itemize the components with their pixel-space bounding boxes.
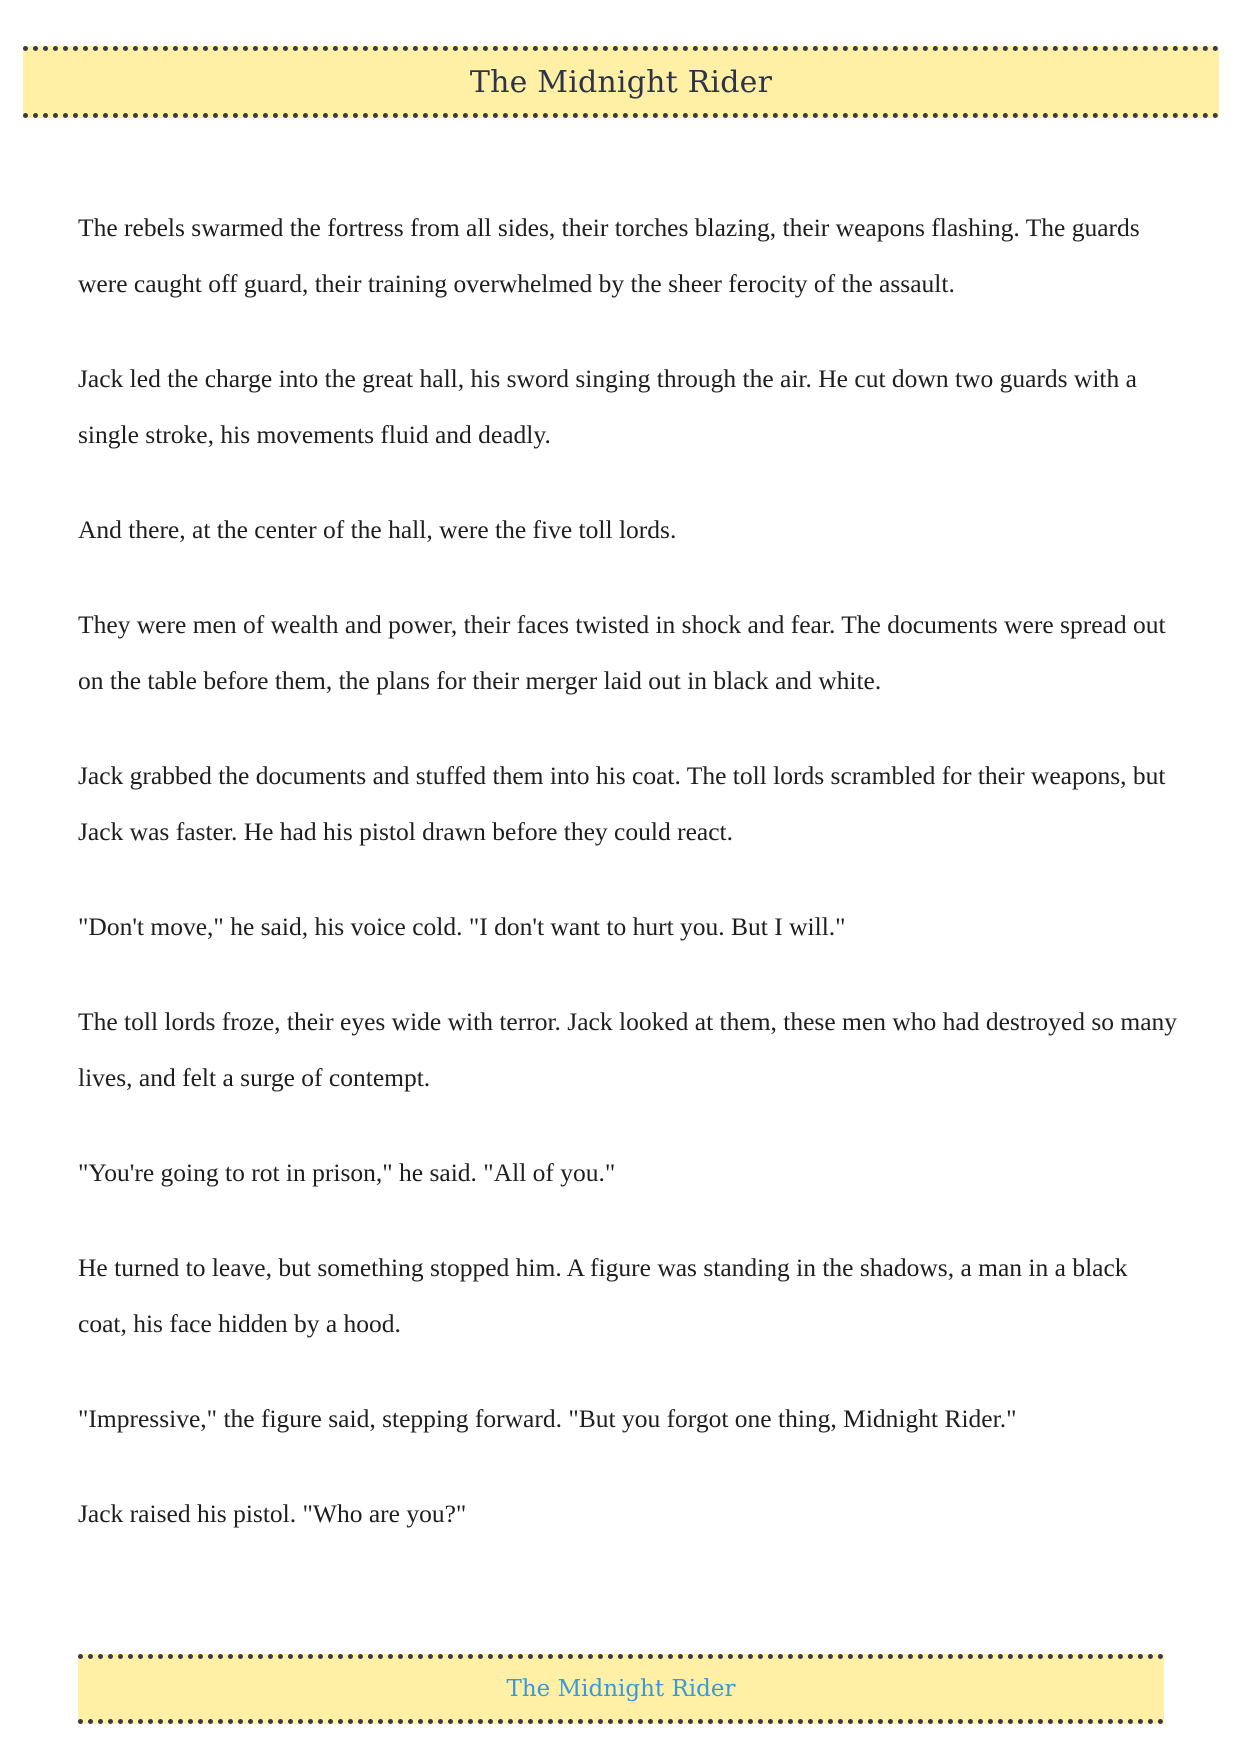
story-paragraph: And there, at the center of the hall, were the five toll lords.: [78, 515, 677, 544]
footer-title: The Midnight Rider: [506, 1676, 736, 1702]
page-header: [23, 46, 1219, 118]
story-body: [78, 200, 1178, 1581]
story-paragraph: "You're going to rot in prison," he said. "All of you.": [78, 1158, 616, 1187]
story-paragraph: Jack led the charge into the great hall, his sword singing through the air. He cut down two guards with a single stroke, his movements fluid and deadly.: [78, 364, 1137, 449]
story-paragraph: "Don't move," he said, his voice cold. "I don't want to hurt you. But I will.": [78, 912, 846, 941]
story-paragraph: Jack raised his pistol. "Who are you?": [78, 1499, 467, 1528]
story-paragraph: He turned to leave, but something stopped him. A figure was standing in the shadows, a man in a black coat, his face hidden by a hood.: [78, 1253, 1128, 1338]
story-paragraph: Jack grabbed the documents and stuffed them into his coat. The toll lords scrambled for their weapons, but Jack was faster. He had his pistol drawn before they could react.: [78, 761, 1166, 846]
page-footer: [78, 1654, 1164, 1724]
story-paragraph: They were men of wealth and power, their faces twisted in shock and fear. The documents were spread out on the table before them, the plans for their merger laid out in black and white.: [78, 610, 1166, 695]
story-paragraph: The toll lords froze, their eyes wide with terror. Jack looked at them, these men who had destroyed so many lives, and felt a surge of contempt.: [78, 1007, 1178, 1092]
story-paragraph: The rebels swarmed the fortress from all sides, their torches blazing, their weapons flashing. The guards were caught off guard, their training overwhelmed by the sheer ferocity of the assault.: [78, 213, 1140, 298]
story-paragraph: "Impressive," the figure said, stepping forward. "But you forgot one thing, Midnight Rider.": [78, 1404, 1017, 1433]
page-title: The Midnight Rider: [469, 64, 773, 100]
